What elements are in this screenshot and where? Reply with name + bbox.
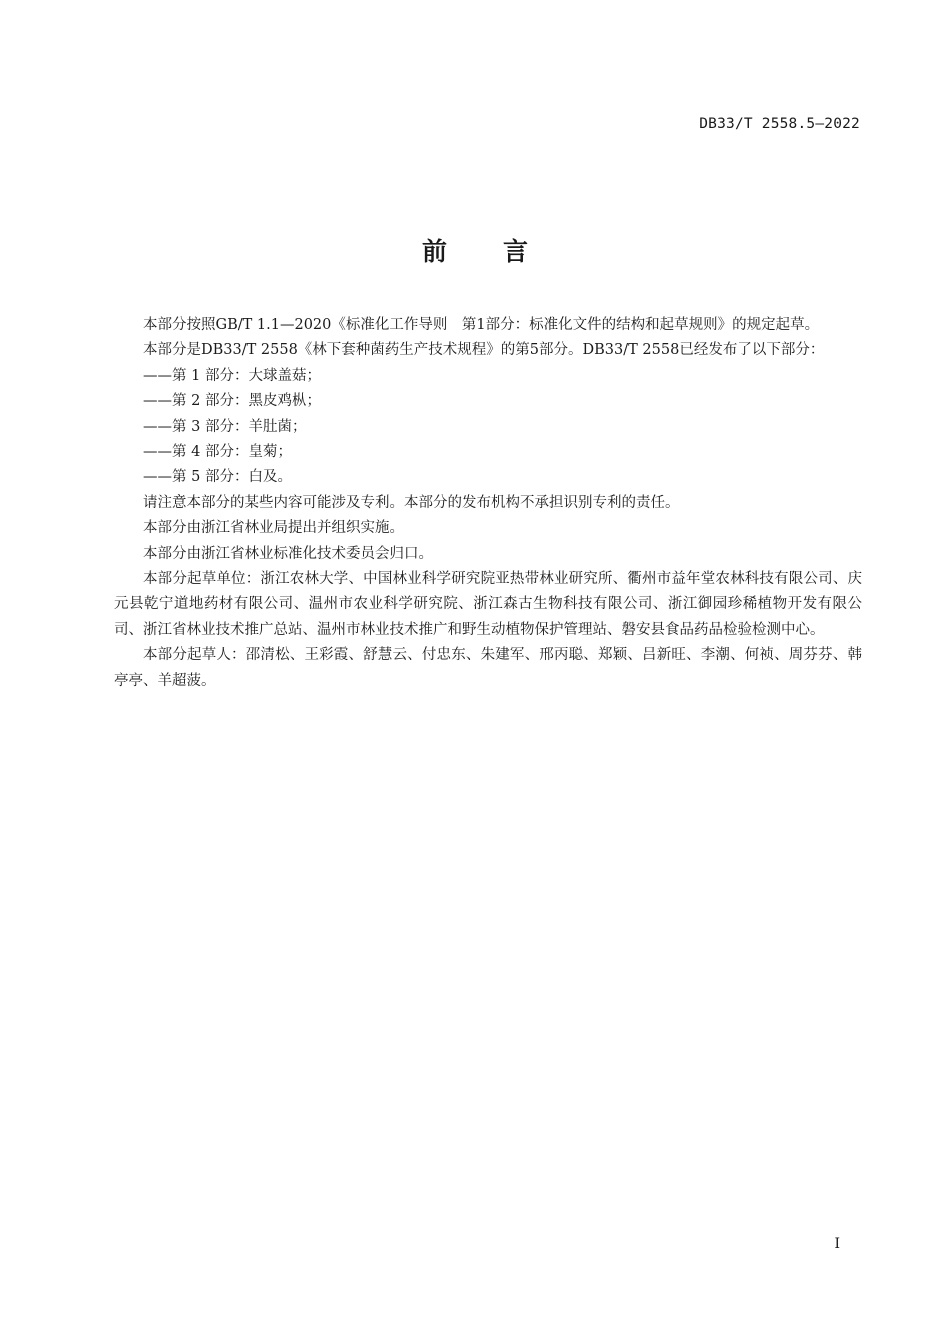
list-item-part-2: ——第 2 部分：黑皮鸡枞； [143,393,321,410]
paragraph-committee: 本部分由浙江省林业标准化技术委员会归口。 [143,545,433,562]
page-title: 前言 [421,237,584,266]
document-body [114,313,862,694]
paragraph-drafting-rules: 本部分按照GB/T 1.1—2020《标准化工作导则 第1部分：标准化文件的结构和起草规则》的规定起草。 [143,317,820,333]
paragraph-part-description: 本部分是DB33/T 2558《林下套种菌药生产技术规程》的第5部分。DB33/T 2558已经发布了以下部分： [143,342,825,359]
page-number: I [834,1236,840,1252]
paragraph-patent-notice: 请注意本部分的某些内容可能涉及专利。本部分的发布机构不承担识别专利的责任。 [143,494,680,511]
list-item-part-3: ——第 3 部分：羊肚菌； [143,418,307,435]
list-item-part-4: ——第 4 部分：皇菊； [143,444,292,461]
document-code: DB33/T 2558.5—2022 [699,116,860,132]
list-item-part-5: ——第 5 部分：白及。 [143,469,292,486]
paragraph-proposer: 本部分由浙江省林业局提出并组织实施。 [143,520,404,537]
paragraph-drafters: 本部分起草人：邵清松、王彩霞、舒慧云、付忠东、朱建军、邢丙聪、郑颖、吕新旺、李潮、何祯、周芬芬、韩亭亭、羊超菠。 [114,647,862,689]
paragraph-drafting-units: 本部分起草单位：浙江农林大学、中国林业科学研究院亚热带林业研究所、衢州市益年堂农林科技有限公司、庆元县乾宁道地药材有限公司、温州市农业科学研究院、浙江森古生物科技有限公司、浙江御园珍稀植物开发有限公司、浙江省林业技术推广总站、温州市林业技术推广和野生动植物保护管理站、磐安县食品药品检验检测中心。 [114,571,862,638]
list-item-part-1: ——第 1 部分：大球盖菇； [143,367,321,384]
